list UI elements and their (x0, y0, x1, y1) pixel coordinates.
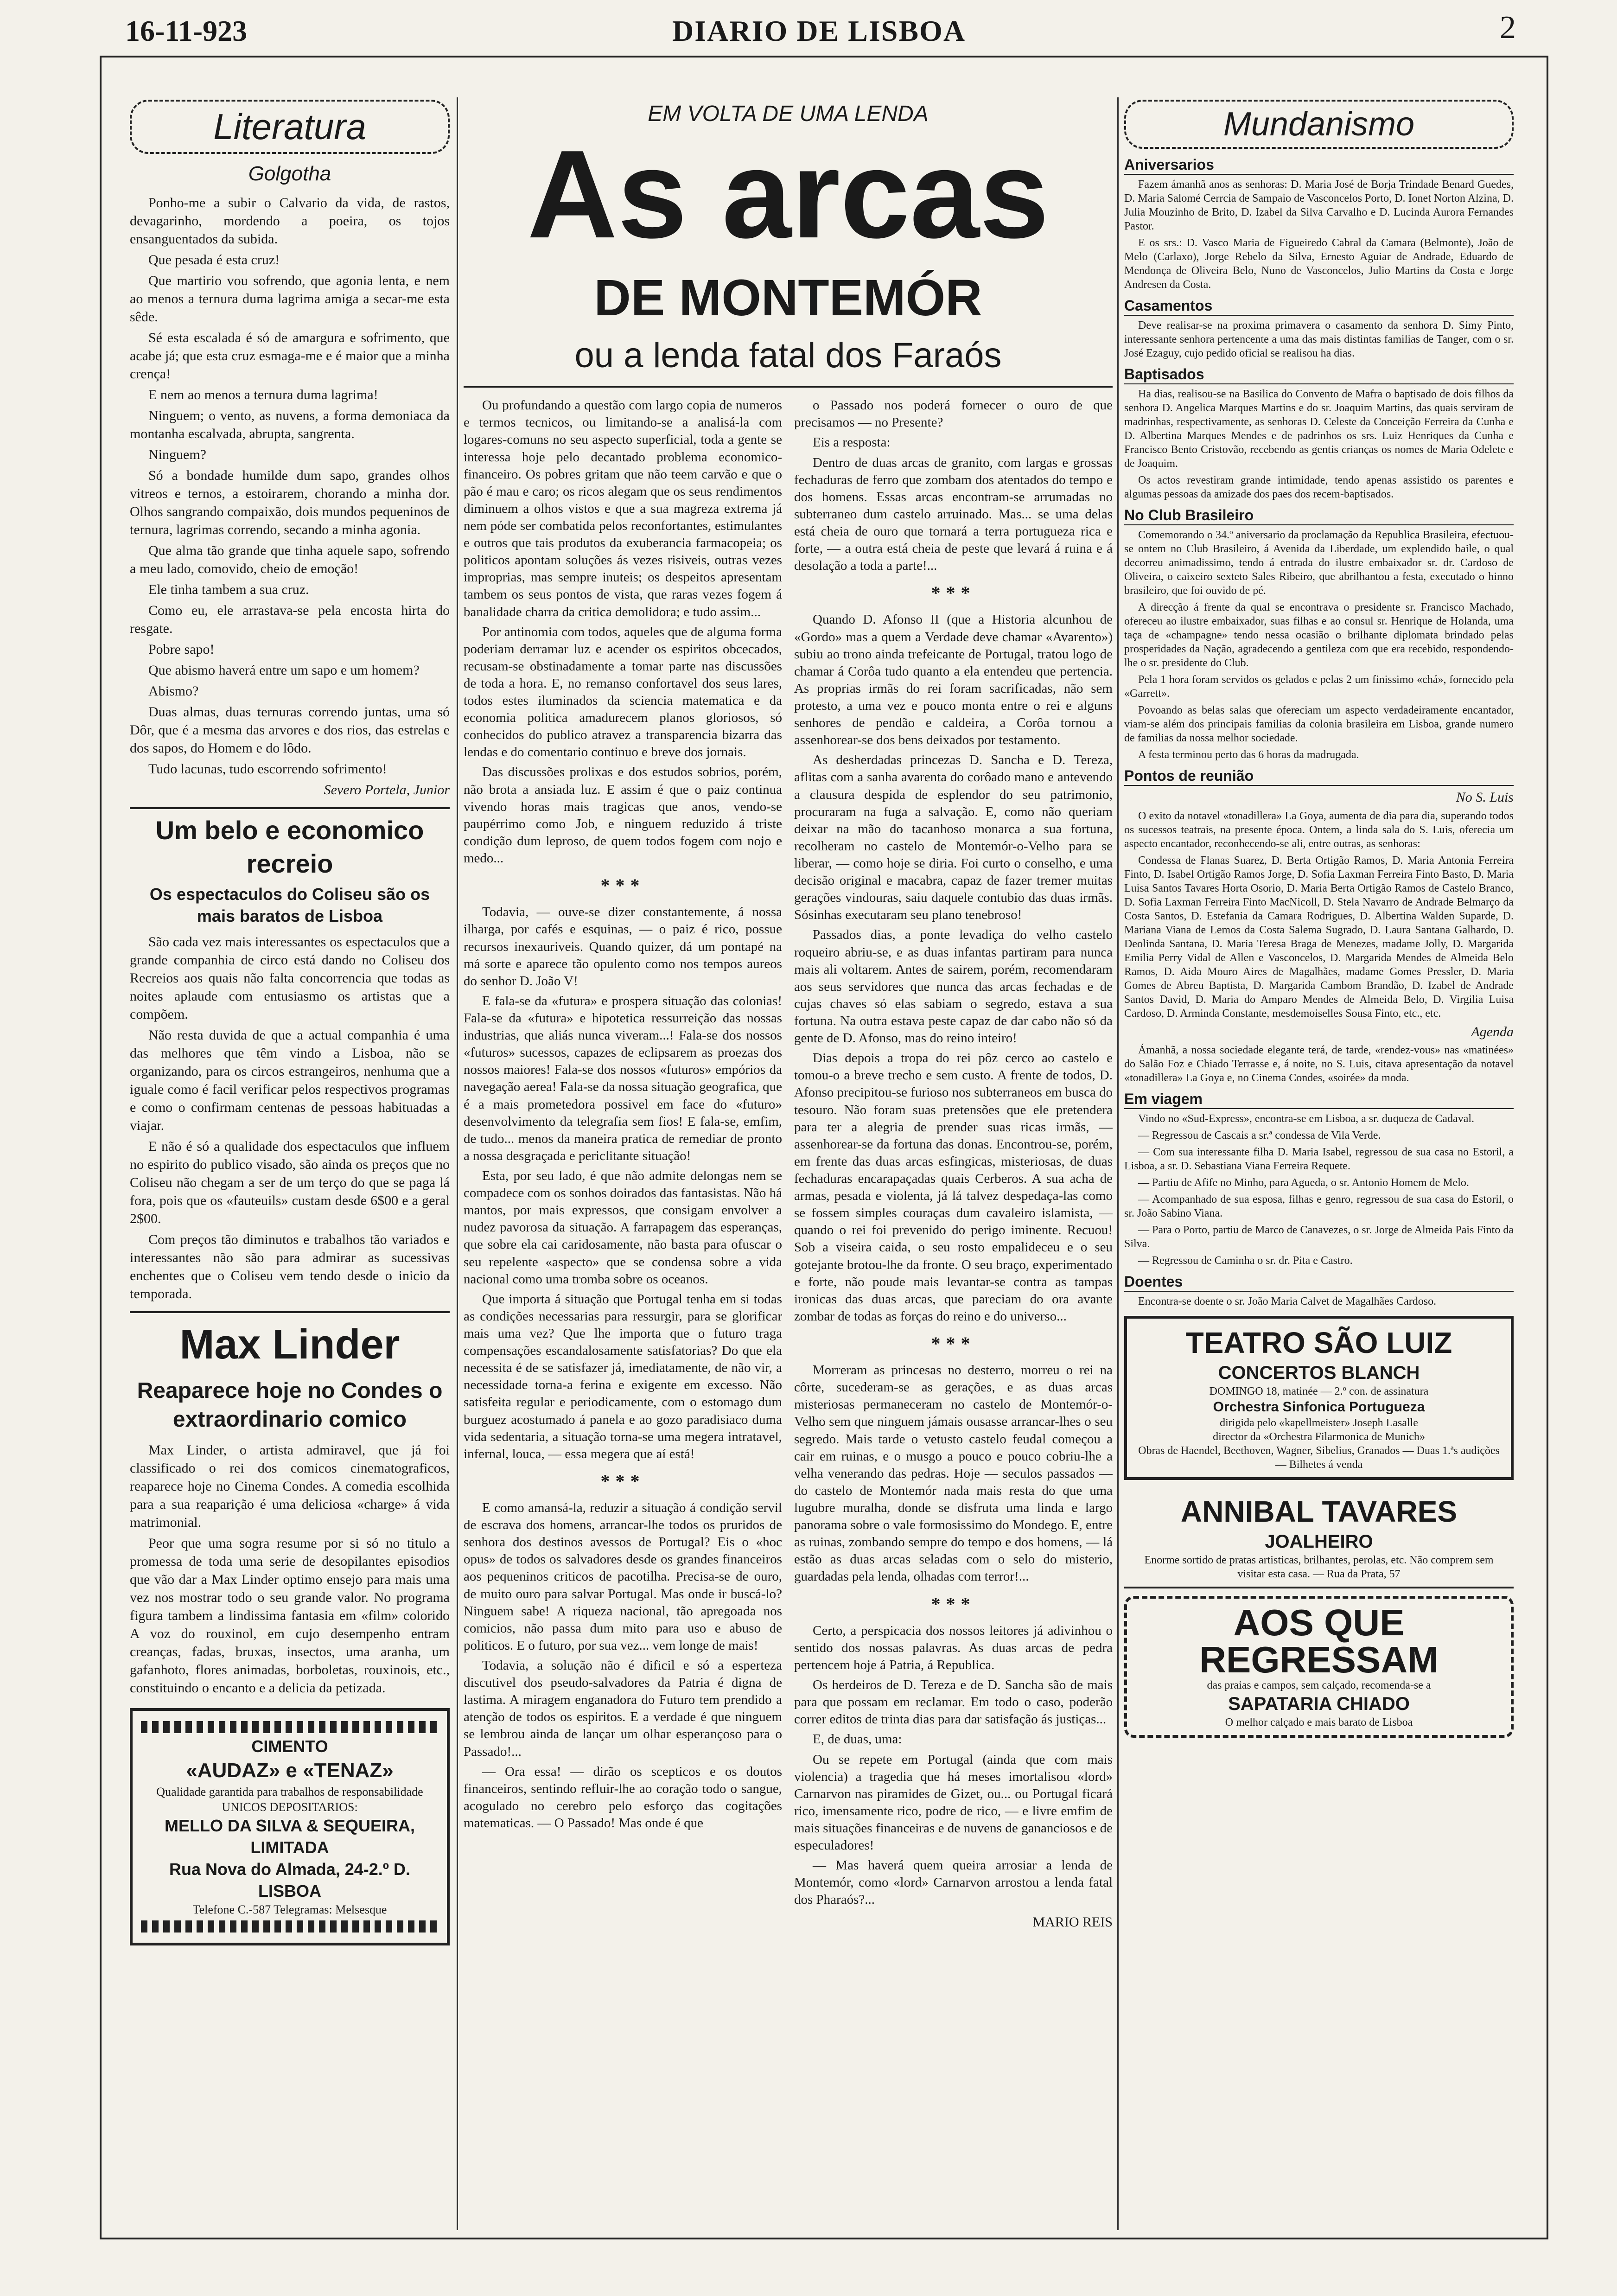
section-subheading: Agenda (1471, 1024, 1514, 1040)
literatura-signature: Severo Portela, Junior (324, 782, 450, 797)
paragraph: Certo, a perspicacia dos nossos leitores já adivinhou o sentido dos nossas palavras. As duas arcas de pedra pertencem hoje á Patria, á Republica. (794, 1623, 1113, 1672)
ad-line: Enorme sortido de pratas artisticas, brilhantes, perolas, etc. Não comprem sem visitar esta casa. — Rua da Prata, 57 (1144, 1554, 1494, 1580)
ad-line: director da «Orchestra Filarmonica de Munich» (1213, 1430, 1425, 1443)
cimento-advertisement (130, 1708, 450, 1946)
paragraph: Todavia, a solução não é dificil e só a esperteza discutivel dos pseudo-salvadores da Patria é digna de lastima. A miragem enganadora do Futuro tem prendido a atenção de todos os espiritos. E a verdade é que ninguem se lembrou ainda de lançar um olhar esperançoso para o Passado!... (464, 1658, 782, 1759)
paragraph: Todavia, — ouve-se dizer constantemente, á nossa ilharga, por cafés e esquinas, — o paiz é rico, possue recursos inexauriveis. Quando quizer, dá um pontapé na má sorte e aparece tão opulento como nos tempos aureos do senhor D. João V! (464, 905, 782, 989)
paragraph: o Passado nos poderá fornecer o ouro de que precisamos — no Presente? (794, 398, 1113, 430)
page-header (125, 9, 1516, 51)
ad-contact: Telefone C.-587 Telegramas: Melsesque (192, 1903, 387, 1917)
paragraph: Comemorando o 34.º aniversario da proclamação da Republica Brasileira, efectuou-se ontem no Club Brasileiro, á Avenida da Liberdade, um explendido baile, o qual decorreu animadissimo, tendo á entrada do ilustre embaixador sr. dr. Cardoso de Oliveira, o caixeiro sexteto Sales Ribeiro, que abrilhantou a festa, executado o hinno brasileiro, que foi ouvido de pé. (1124, 529, 1514, 597)
paragraph: Dias depois a tropa do rei pôz cerco ao castelo e tomou-o a breve trecho e sem custo. A frente de todos, D. Afonso precipitou-se furioso nos subterraneos em busca do tesouro. Não foram suas pretensões que ele pretendera para ter a alegria de prender suas ricas irmãs, — assenhorear-se da fortuna das donas. Encontrou-se, porém, em frente das duas arcas esfingicas, misteriosas, de duas fechaduras encarapaçadas quais Cerberos. A sua acha de armas, pesada e violenta, já lá talvez despedaça-las como se fossem simples couraças dum cavaleiro islamista, — quando o rei foi prevenido do perigo iminente. Recuou! Sob a viseira caida, o seu rosto empalideceu e o seu gotejante brotou-lhe da fronte. O seu braço, experimentado e forte, não poude mais levantar-se contra as tampas ironicas das duas arcas, que pareciam do ora avante zombar de todas as forças do reino e do universo... (794, 1051, 1113, 1324)
paragraph: Que abismo haverá entre um sapo e um homem? (148, 662, 420, 678)
ad-stripe-decoration (141, 1920, 439, 1932)
paragraph: A festa terminou perto das 6 horas da madrugada. (1138, 749, 1359, 761)
ad-line: Orchestra Sinfonica Portugueza (1213, 1399, 1425, 1415)
ad-brand: «AUDAZ» e «TENAZ» (186, 1759, 394, 1782)
article-headline-secondary: DE MONTEMÓR (594, 269, 982, 327)
ad-line: Obras de Haendel, Beethoven, Wagner, Sibelius, Granados — Duas 1.ªs audições — Bilhetes á venda (1138, 1444, 1500, 1471)
paragraph: O exito da notavel «tonadillera» La Goya, aumenta de dia para dia, superando todos os sucessos teatrais, na presente época. Ontem, a linda sala do S. Luis, oferecia um aspecto encantador, reconhecendo-se ali, entre outras, as senhoras: (1124, 810, 1514, 850)
paragraph: Duas almas, duas ternuras correndo juntas, uma só Dôr, que é a mesma das arvores e dos rios, das estrelas e dos sapos, do Homem e do lôdo. (130, 704, 450, 756)
ad-city: LISBOA (258, 1881, 321, 1901)
paragraph: E, de duas, uma: (813, 1732, 902, 1747)
paragraph: Povoando as belas salas que ofereciam um aspecto verdadeiramente encantador, viam-se além dos principais familias da colonia brasileira em Lisboa, grande numero de familias da nossa melhor sociedade. (1124, 704, 1514, 744)
ad-company: MELLO DA SILVA & SEQUEIRA, LIMITADA (164, 1816, 415, 1857)
paragraph: Que alma tão grande que tinha aquele sapo, sofrendo a meu lado, comovido, cheio de emoção! (130, 542, 450, 576)
paragraph: Esta, por seu lado, é que não admite delongas nem se compadece com os sonhos doirados das fantasistas. Não há mantos, por mais expressos, que consigam envolver a nudez pavorosa da situação. A farrapagem das esperanças, que sobre ela cai caridosamente, não basta para ofuscar o seu repelente «aspecto» que se condensa sobre a vida nacional como uma tromba sobre os oceanos. (464, 1168, 782, 1287)
paragraph: Que importa á situação que Portugal tenha em si todas as condições necessarias para ressurgir, para se glorificar mais uma vez? Que lhe importa que o futuro traga compensações escandalosamente satisfatorias? Do que ela necessita é de se satisfazer já, imediatamente, de não vir, a necessidade torna-a ferina e exigente em excesso. Não satisfeita regular e periodicamente, com o estomago dum burguez acostumado á panela e ao gozo paradisiaco duma vida sedentaria, a situação torna-se uma megera intratavel, infernal, louca, — essa megera que aí está! (464, 1291, 782, 1461)
paragraph: São cada vez mais interessantes os espectaculos que a grande companhia de circo está dando no Coliseu dos Recreios aos quais não falta concorrencia que todas as noites aplaude com entusiasmo os artistas que a compõem. (130, 934, 450, 1022)
section-heading: Em viagem (1124, 1090, 1514, 1109)
paragraph: Por antinomia com todos, aqueles que de alguma forma poderiam derramar luz e acender os espiritos obcecados, recusam-se obstinadamente a tomar parte nas discussões de toda a hora. E, no remanso confortavel dos seus lares, todos estes iluminados da sciencia matematica e da economia politica amadurecem planos gloriosos, só conhecidos do publico atravez a transparencia bizarra das lendas e do comentario continuo e breve dos jornais. (464, 624, 782, 760)
ad-line: O melhor calçado e mais barato de Lisboa (1225, 1716, 1413, 1728)
ad-line: UNICOS DEPOSITARIOS: (222, 1800, 358, 1814)
paragraph: Ha dias, realisou-se na Basilica do Convento de Mafra o baptisado de dois filhos da senhora D. Angelica Marques Martins e do sr. Joaquim Martins, das quais serviram de madrinhas, respectivamente, as senhoras D. Celeste da Conceição Ferreira da Cunha e D. Albertina Marques Mendes e de padrinhos os srs. Luiz Henriques da Cunha e Francisco Bento Cristovão, recebendo as gentis crianças os nomes de Maria Odelete e de Joaquim. (1124, 388, 1514, 470)
mundanismo-body (1124, 155, 1514, 1308)
paragraph: Dentro de duas arcas de granito, com largas e grossas fechaduras de ferro que zombam dos atentados do tempo e dos homens. Essas arcas encontram-se arrumadas no subterraneo dum castelo arruinado. Mas... se uma delas está cheia de ouro que tornará a terra portugueza rica e forte, — a outra está cheia de peste que levará á ruina e á desolação a toda a parte!... (794, 455, 1113, 574)
section-heading: Aniversarios (1124, 155, 1514, 175)
ad-shop-name: SAPATARIA CHIADO (1228, 1693, 1410, 1714)
section-separator: *** (600, 1470, 645, 1492)
paragraph: Só a bondade humilde dum sapo, grandes olhos vitreos e ternos, a estoirarem, chorando a minha dor. Olhos sangrando compaixão, dois mundos pequeninos de ternura, lagrimas correndo, secando a minha agonia. (130, 467, 450, 537)
paragraph: Fazem ámanhã anos as senhoras: D. Maria José de Borja Trindade Benard Guedes, D. Maria Salomé Cerrcia de Sampaio de Vasconcelos Porto, D. Ionet Norton Alzina, D. Julia Mouzinho de Brito, D. Izabel da Silva Carvalho e D. Lucinda Aurora Fernandes Pastor. (1124, 179, 1514, 232)
paragraph: Deve realisar-se na proxima primavera o casamento da senhora D. Simy Pinto, interessante senhora pertencente a uma das mais distintas familias de Tanger, com o sr. José Ezaguy, cujo pedido oficial se realisou ha dias. (1124, 319, 1514, 359)
ad-line: Qualidade garantida para trabalhos de responsabilidade (156, 1785, 423, 1799)
section-heading: Pontos de reunião (1124, 766, 1514, 786)
article-column-2 (794, 397, 1113, 1931)
section-separator: *** (600, 875, 645, 896)
recreio-body (130, 933, 450, 1303)
paragraph: Passados dias, a ponte levadiça do velho castelo roqueiro abriu-se, e as duas infantas partiram para nunca mais ali voltarem. Antes de sairem, porém, recomendaram aos seus servidores que nunca das arcas fechadas e de cujas chaves só elas sabiam o segredo, estava a sua fortuna. Na outra estava peste capaz de dar cabo não só da gente de D. Afonso, mas do reino inteiro! (794, 927, 1113, 1046)
paragraph: — Acompanhado de sua esposa, filhas e genro, regressou de sua casa do Estoril, o sr. João Sabino Viana. (1124, 1193, 1514, 1219)
section-subheading: No S. Luis (1456, 790, 1514, 805)
section-heading: Casamentos (1124, 296, 1514, 316)
max-linder-subtitle: Reaparece hoje no Condes o extraordinario comico (137, 1378, 443, 1432)
section-separator: *** (931, 1333, 976, 1354)
paragraph: Ou profundando a questão com largo copia de numeros e termos tecnicos, ou limitando-se a analisá-la com logares-comuns no seu aspecto superficial, toda a gente se interessa hoje pelo decantado problema economico-financeiro. Os pobres gritam que não teem carvão e que o pão é mau e caro; os ricos alegam que os seus rendimentos diminuem a olhos vistos e que a sua magreza extrema já nem póde ser combatida pelos reconfortantes, estimulantes e outros que tais produtos da exuberancia farmacopeia; os politicos apontam soluções ás vezes risiveis, outras vezes improprias, mas sempre inuteis; os despeitos apresentam tambem os seus pontos de vista, que raras vezes fogem á banalidade charra da critica demolidora; e tudo assim... (464, 398, 782, 619)
section-separator: *** (931, 582, 976, 604)
ad-title: AOS QUE REGRESSAM (1199, 1601, 1439, 1680)
paragraph: Pela 1 hora foram servidos os gelados e pelas 2 um finissimo «chá», fornecido pela «Garrett». (1124, 674, 1514, 700)
annibal-advertisement (1124, 1487, 1514, 1588)
right-column (1124, 100, 1514, 2223)
paragraph: E como amansá-la, reduzir a situação á condição servil de escrava dos homens, arrancar-lhe todos os pruridos de senhora dos destinos avessos de Portugal? Eis o «hoc opus» de todos os salvadores desde os grandes financeiros aos pequeninos criticos de pacotilha. Precisa-se de ouro, de muito ouro para salvar Portugal. Mas onde ir buscá-lo? Ninguem sabe! A riqueza nacional, tão apregoada nos comicios, não passa dum mito para uso e abuso de politicos. E o futuro, por sua vez... vem longe de mais! (464, 1500, 782, 1653)
left-column (130, 100, 450, 2223)
masthead: DIARIO DE LISBOA (672, 14, 966, 47)
literatura-box-title: Literatura (130, 100, 450, 154)
paragraph: Vindo no «Sud-Express», encontra-se em Lisboa, a sr. duqueza de Cadaval. (1138, 1113, 1475, 1125)
paragraph: E fala-se da «futura» e prospera situação das colonias! Fala-se da «futura» e hipotetica ressurreição das nossas industrias, que aliás nunca viveram...! Fala-se dos nossos «futuros» sucessos, capazes de eclipsarem as proezas dos nossos maiores! Fala-se dos nossos «futuros» empórios da navegação aerea! Fala-se da nossa situação geografica, que é a mais prometedora possivel em face do «futuro» desenvolvimento da telegrafia sem fios! E fala-se, emfim, de tudo... menos da maneira pratica de remediar de pronto a nossa desgraçada e periclitante situação! (464, 993, 782, 1163)
paragraph: — Regressou de Cascais a sr.ª condessa de Vila Verde. (1138, 1129, 1381, 1142)
paragraph: Das discussões prolixas e dos estudos sobrios, porém, não brota a ansiada luz. E assim é que o paiz continua vivendo horas mais tragicas que anos, vendo-se paupérrimo como Job, e ninguem reduzido á triste condição dum leproso, de quem todos fogem com nojo e medo... (464, 765, 782, 866)
paragraph: E os srs.: D. Vasco Maria de Figueiredo Cabral da Camara (Belmonte), João de Melo (Carlaxo), Jorge Rebelo da Silva, Ernesto Aguiar de Andrade, Eduardo de Mendonça de Oliveira Belo, Nuno de Vasconcelos, Julio Martins da Costa e Jorge Andresen da Costa. (1124, 237, 1514, 291)
section-heading: No Club Brasileiro (1124, 506, 1514, 525)
ad-line: CIMENTO (251, 1736, 328, 1756)
paragraph: Ponho-me a subir o Calvario da vida, de rastos, devagarinho, mordendo a poeira, os tojos ensanguentados da subida. (130, 195, 450, 247)
paragraph: — Partiu de Afife no Minho, para Agueda, o sr. Antonio Homem de Melo. (1138, 1177, 1469, 1189)
paragraph: Tudo lacunas, tudo escorrendo sofrimento! (148, 761, 387, 777)
article-column-2-body (794, 397, 1113, 1908)
paragraph: Encontra-se doente o sr. João Maria Calvet de Magalhães Cardoso. (1138, 1295, 1437, 1307)
paragraph: — Ora essa! — dirão os scepticos e os doutos financeiros, sentindo refluir-lhe ao coração todo o sangue, acogulado no cerebro pelo esforço das cogitações matematicas. — O Passado! Mas onde é que (464, 1764, 782, 1830)
paragraph: Condessa de Flanas Suarez, D. Berta Ortigão Ramos, D. Maria Antonia Ferreira Finto, D. Isabel Ortigão Ramos Jorge, D. Sofia Laxman Ferreira Finto Basto, D. Maria Luisa Santos Tavares Horta Osorio, D. Maria Berta Ortigão Ramos de Castelo Branco, D. Sofia Laxman Ferreira Finto MacNicoll, D. Stela Navarro de Andrade Belmarço da Costa Santos, D. Estefania da Camara Rodrigues, D. Albertina Walden Suparde, D. Mariana Viana de Lemos da Costa Salema Sugrado, D. Laura Santana Galhardo, D. Deolinda Santana, D. Maria Teresa Braga de Menezes, madame Jolly, D. Margarida Emilia Perry Vidal de Allen e Vasconcelos, D. Margarida Mendes de Almeida Belo Ramos, D. Aida Mouro Aires de Magalhães, madame Gomes Pressler, D. Maria Gomes de Abreu Baptista, D. Margarida Cambom Brandão, D. Izabel de Andrade Santos David, D. Maria do Amparo Mendes de Almeida Belo, D. Virgilia Luisa Cardoso, D. Arminda Constante, mesdemoiselles Sousa Finto, etc., etc. (1124, 854, 1514, 1020)
paragraph: A direcção á frente da qual se encontrava o presidente sr. Francisco Machado, ofereceu ao ilustre embaixador, suas filhas e ao consul sr. Henrique de Holanda, uma taça de «champagne» tendo nessa ocasião o brilhante diplomata brindado pelas prosperidades da Nação, agradecendo a gentileza com que era recebido, respondendo-lhe o sr. presidente do Club. (1124, 601, 1514, 669)
paragraph: Eis a resposta: (813, 435, 891, 450)
page-number: 2 (1500, 10, 1516, 45)
max-linder-title: Max Linder (130, 1311, 450, 1372)
paragraph: Peor que uma sogra resume por si só no titulo a promessa de toda uma serie de desopilantes episodios que vão dar a Max Linder optimo ensejo para mais uma vez nos mostrar todo o seu grande valor. No programa figura tambem a lindissima fantasia em «film» colorido A voz do rouxinol, em cujo desempenho entram creanças, fadas, bruxas, insectos, uma aranha, um gafanhoto, flores animadas, borboletas, rouxinois, etc., constituindo o encanto e a delicia da petizada. (130, 1535, 450, 1696)
paragraph: — Com sua interessante filha D. Maria Isabel, regressou de sua casa no Estoril, a Lisboa, a sr. D. Sebastiana Viana Ferreira Requete. (1124, 1146, 1514, 1172)
paragraph: Ou se repete em Portugal (ainda que com mais violencia) a tragedia que há meses imortalisou «lord» Carnarvon nas piramides de Gizet, ou... ou Portugal ficará rico, imensamente rico, podre de rico, — e livre emfim de mais situações financeiras e de nuvens de gananciosos e de especuladores! (794, 1752, 1113, 1853)
ad-address: Rua Nova do Almada, 24-2.º D. (169, 1859, 410, 1879)
paragraph: Abismo? (148, 683, 199, 699)
paragraph: Ninguem; o vento, as nuvens, a forma demoniaca da montanha escalvada, abrupta, sangrenta. (130, 408, 450, 441)
paragraph: Com preços tão diminutos e trabalhos tão variados e interessantes não são para admirar as sucessivas enchentes que o Coliseu vem tendo desde o inicio da temporada. (130, 1231, 450, 1301)
column-rule (457, 97, 458, 2230)
paragraph: Que pesada é esta cruz! (148, 252, 280, 268)
recreio-title: Um belo e economico recreio (130, 807, 450, 881)
article-byline: MARIO REIS (1032, 1914, 1113, 1930)
section-heading: Baptisados (1124, 365, 1514, 384)
paragraph: E não é só a qualidade dos espectaculos que influem no espirito do publico visado, são ainda os preços que no Coliseu não chegam a ser de um terço do que se paga lá fora, pois que os «fauteuils» custam desde 6$00 e a geral 2$00. (130, 1138, 450, 1226)
article-kicker: EM VOLTA DE UMA LENDA (648, 102, 929, 126)
ad-subtitle: JOALHEIRO (1265, 1531, 1373, 1552)
teatro-advertisement (1124, 1316, 1514, 1480)
paragraph: Que martirio vou sofrendo, que agonia lenta, e nem ao menos a ternura duma lagrima amiga a secar-me esta sêde. (130, 273, 450, 325)
literatura-body (130, 194, 450, 778)
paragraph: Morreram as princesas no desterro, morreu o rei na côrte, sucederam-se as gerações, e as duas arcas misteriosas permaneceram no castelo de Montemór-o-Velho sem que ninguem jámais ousasse arrancar-lhes o seu segredo. Mais tarde o vetusto castelo feudal começou a cair em ruinas, e o musgo a pouco e pouco cobriu-lhe a velha venerando das pedras. Hoje — seculos passados — do castelo de Montemór nada mais resta do que uma lugubre muralha, donde se disfruta uma linda e largo panorama sobre o vale formosissimo do Mondego. E, entre as ruinas, zombando sempre do tempo e dos homens, — lá estão as duas arcas seladas com o selo do misterio, guardadas pela lenda, olhadas com terror!... (794, 1363, 1113, 1584)
column-rule (1117, 97, 1119, 2230)
section-separator: *** (931, 1593, 976, 1614)
paragraph: Ámanhã, a nossa sociedade elegante terá, de tarde, «rendez-vous» nas «matinées» do Salão Foz e Chiado Terrasse e, á noite, no S. Luis, citava apresentação da notavel «tonadillera» La Goya e, no Cinema Condes, «soirée» da moda. (1124, 1044, 1514, 1084)
article-headline: As arcas (527, 125, 1049, 265)
paragraph: Sé esta escalada é só de amargura e sofrimento, que acabe já; que esta cruz esmaga-me e é maior que a minha crença! (130, 330, 450, 382)
ad-title: ANNIBAL TAVARES (1180, 1494, 1458, 1528)
recreio-subtitle: Os espectaculos do Coliseu são os mais baratos de Lisboa (149, 885, 430, 925)
paragraph: Ninguem? (148, 446, 206, 462)
paragraph: — Regressou de Caminha o sr. dr. Pita e Castro. (1138, 1255, 1353, 1267)
paragraph: — Mas haverá quem queira arrosiar a lenda de Montemór, como «lord» Carnarvon arrostou a lenda fatal dos Pharaós?... (794, 1858, 1113, 1907)
paragraph: Pobre sapo! (148, 641, 215, 657)
issue-date: 16-11-923 (125, 14, 248, 47)
ad-stripe-decoration (141, 1721, 439, 1733)
paragraph: Os herdeiros de D. Tereza e de D. Sancha são de mais para que possam em reclamar. Em todo o caso, poderão correr editos de trinta dias para dar satisfação ás justiças... (794, 1677, 1113, 1727)
mundanismo-box-title: Mundanismo (1124, 100, 1514, 149)
literatura-title: Golgotha (248, 162, 331, 185)
article-column-1 (464, 397, 782, 1931)
ad-line: DOMINGO 18, matinée — 2.º con. de assinatura (1209, 1385, 1429, 1397)
sapataria-advertisement (1124, 1596, 1514, 1738)
paragraph: Max Linder, o artista admiravel, que já foi classificado o rei dos comicos cinematograficos, reaparece hoje no Cinema Condes. A comedia escolhida para a sua reaparição é uma deliciosa «charge» á vida matrimonial. (130, 1442, 450, 1530)
paragraph: Como eu, ele arrastava-se pela encosta hirta do resgate. (130, 602, 450, 636)
ad-line: dirigida pelo «kapellmeister» Joseph Lasalle (1220, 1416, 1418, 1429)
paragraph: As desherdadas princezas D. Sancha e D. Tereza, aflitas com a sanha avarenta do corôado mano e antevendo a clausura despida de esplendor do seu patrimonio, procuraram na fuga a salvação. E, como não queriam deixar na mão do tacanhoso monarca a sua fortuna, recolheram no castelo de Montemór-o-Velho para se liberar, — como hoje se diria. Foi curto o conselho, e uma decisão original e macabra, capaz de fazer tremer muitas gerações vindouras, saiu daquele contubio das duas irmãs. Sósinhas executaram seu plano tenebroso! (794, 753, 1113, 923)
article-headline-tertiary: ou a lenda fatal dos Faraós (464, 333, 1113, 388)
ad-line: das praias e campos, sem calçado, recomenda-se a (1207, 1679, 1431, 1691)
paragraph: — Para o Porto, partiu de Marco de Canavezes, o sr. Jorge de Almeida Pais Finto da Silva. (1124, 1224, 1514, 1250)
ad-subtitle: CONCERTOS BLANCH (1218, 1363, 1420, 1383)
center-column (464, 100, 1113, 2223)
paragraph: Quando D. Afonso II (que a Historia alcunhou de «Gordo» mas a quem a Verdade deve chamar «Avarento») subiu ao trono ainda trefeicante de Portugal, tratou logo de chamar á Corôa tudo quanto a ela entendeu que pertencia. As proprias irmãs do rei foram sacrificadas, não sem protesto, a uma vez e pouco monta entre o rei e alguns senhores de pendão e caldeira, a Corôa tornou a assenhorear-se dos bens deixados por testamento. (794, 612, 1113, 748)
max-linder-body (130, 1441, 450, 1697)
paragraph: E nem ao menos a ternura duma lagrima! (148, 387, 378, 402)
paragraph: Os actos revestiram grande intimidade, tendo apenas assistido os parentes e algumas pessoas da amizade dos paes dos recem-baptisados. (1124, 474, 1514, 500)
paragraph: Ele tinha tambem a sua cruz. (148, 581, 309, 597)
paragraph: Não resta duvida de que a actual companhia é uma das melhores que têm vindo a Lisboa, não se organizando, para os circos estrangeiros, nenhuma que a iguale como é facil verificar pelos respectivos programas e como o confirmam centenas de pessoas habituadas a viajar. (130, 1027, 450, 1133)
ad-title: TEATRO SÃO LUIZ (1185, 1326, 1452, 1359)
section-heading: Doentes (1124, 1272, 1514, 1292)
